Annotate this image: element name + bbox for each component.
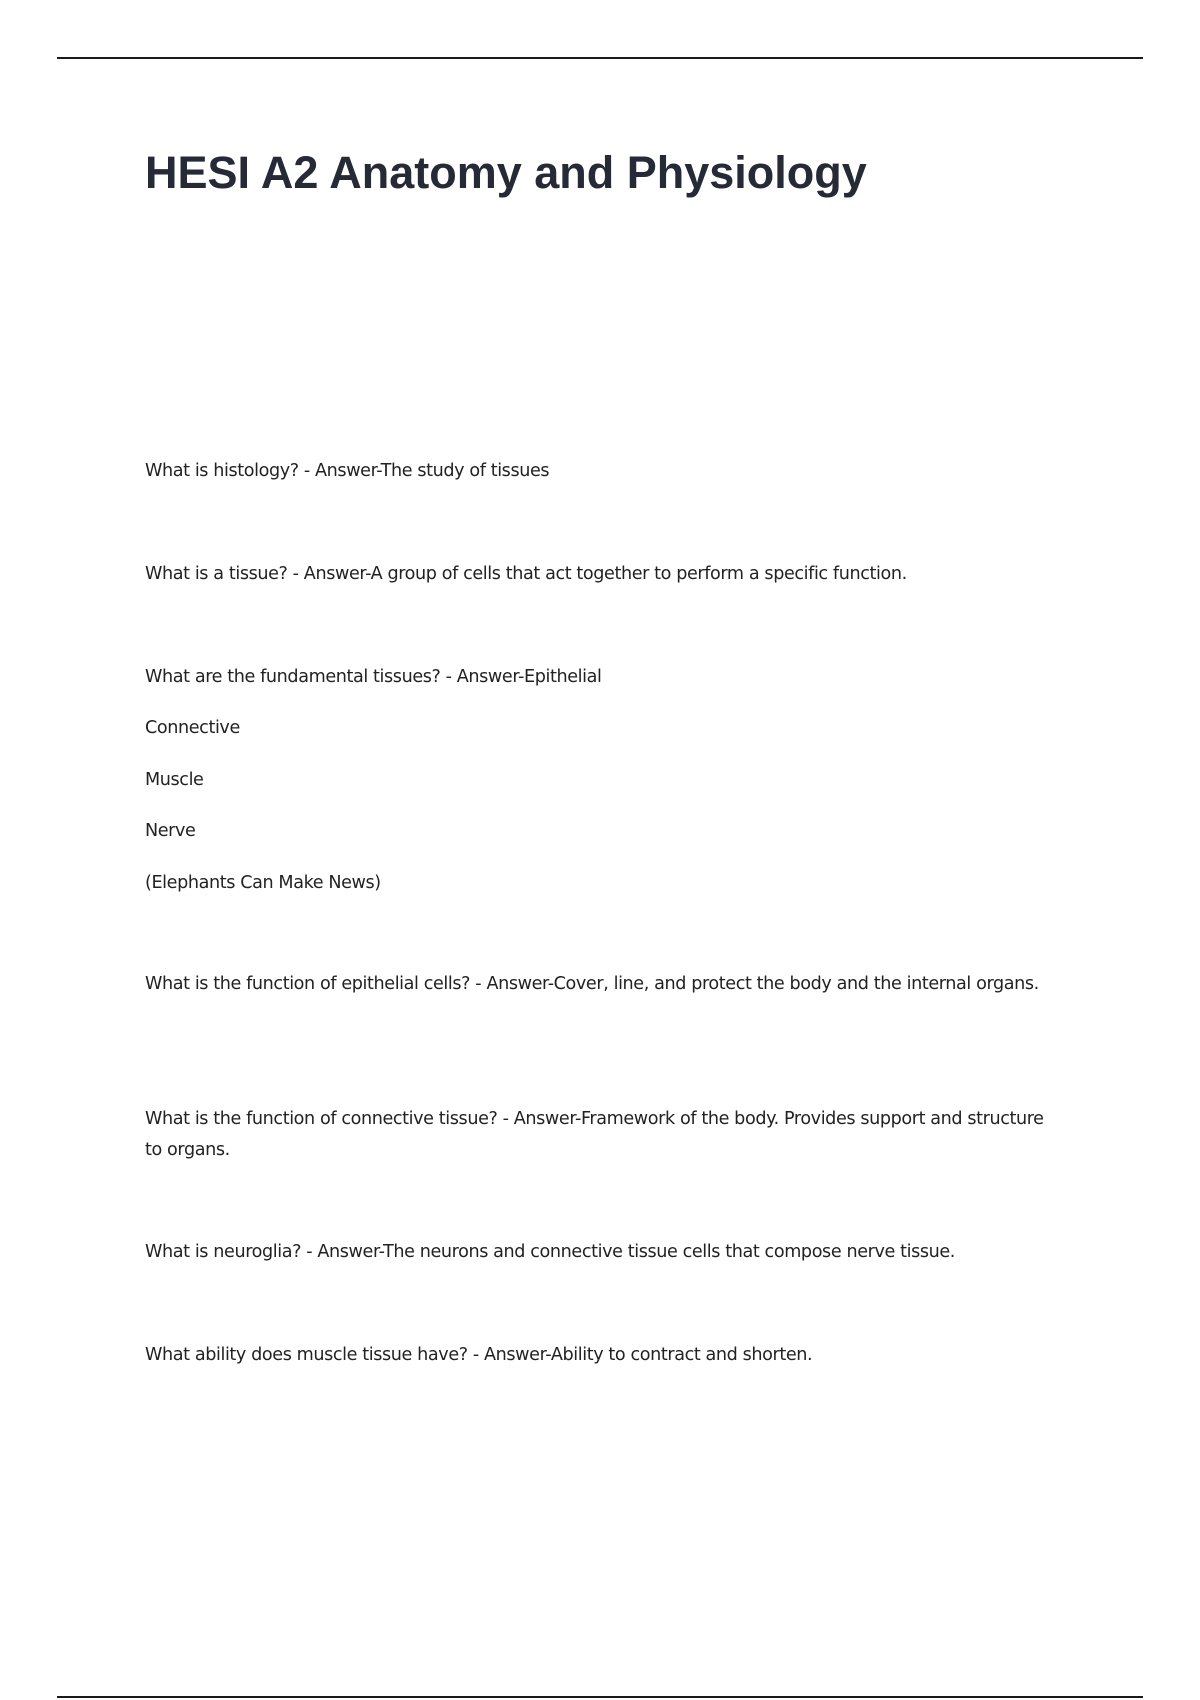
qa-text: What is the function of epithelial cells? - Answer-Cover, line, and protect the body and the internal organs. — [145, 974, 1039, 994]
qa-text: What is histology? - Answer-The study of tissues — [145, 461, 550, 481]
qa-extra-line: Muscle — [145, 770, 204, 790]
qa-item-connective-function — [145, 1104, 1065, 1166]
qa-text: What is neuroglia? - Answer-The neurons and connective tissue cells that compose nerve tissue. — [145, 1242, 955, 1262]
qa-item-histology — [145, 456, 1065, 487]
qa-text: What is a tissue? - Answer-A group of cells that act together to perform a specific function. — [145, 564, 907, 584]
qa-item-neuroglia — [145, 1237, 1065, 1268]
document-title: HESI A2 Anatomy and Physiology — [145, 147, 867, 198]
qa-item-fundamental-tissues — [145, 662, 1065, 899]
qa-extra-line: Nerve — [145, 821, 196, 841]
qa-text: What ability does muscle tissue have? - Answer-Ability to contract and shorten. — [145, 1345, 813, 1365]
top-rule — [57, 57, 1143, 59]
bottom-rule — [57, 1696, 1143, 1698]
qa-item-muscle-ability — [145, 1340, 1065, 1371]
qa-extra-line: (Elephants Can Make News) — [145, 873, 381, 893]
qa-item-epithelial-function — [145, 969, 1065, 1000]
qa-text: What are the fundamental tissues? - Answer-Epithelial — [145, 667, 602, 687]
qa-text: What is the function of connective tissue? - Answer-Framework of the body. Provides support and structure to organs. — [145, 1109, 1044, 1160]
qa-extra-line: Connective — [145, 718, 240, 738]
qa-item-tissue — [145, 559, 1065, 590]
